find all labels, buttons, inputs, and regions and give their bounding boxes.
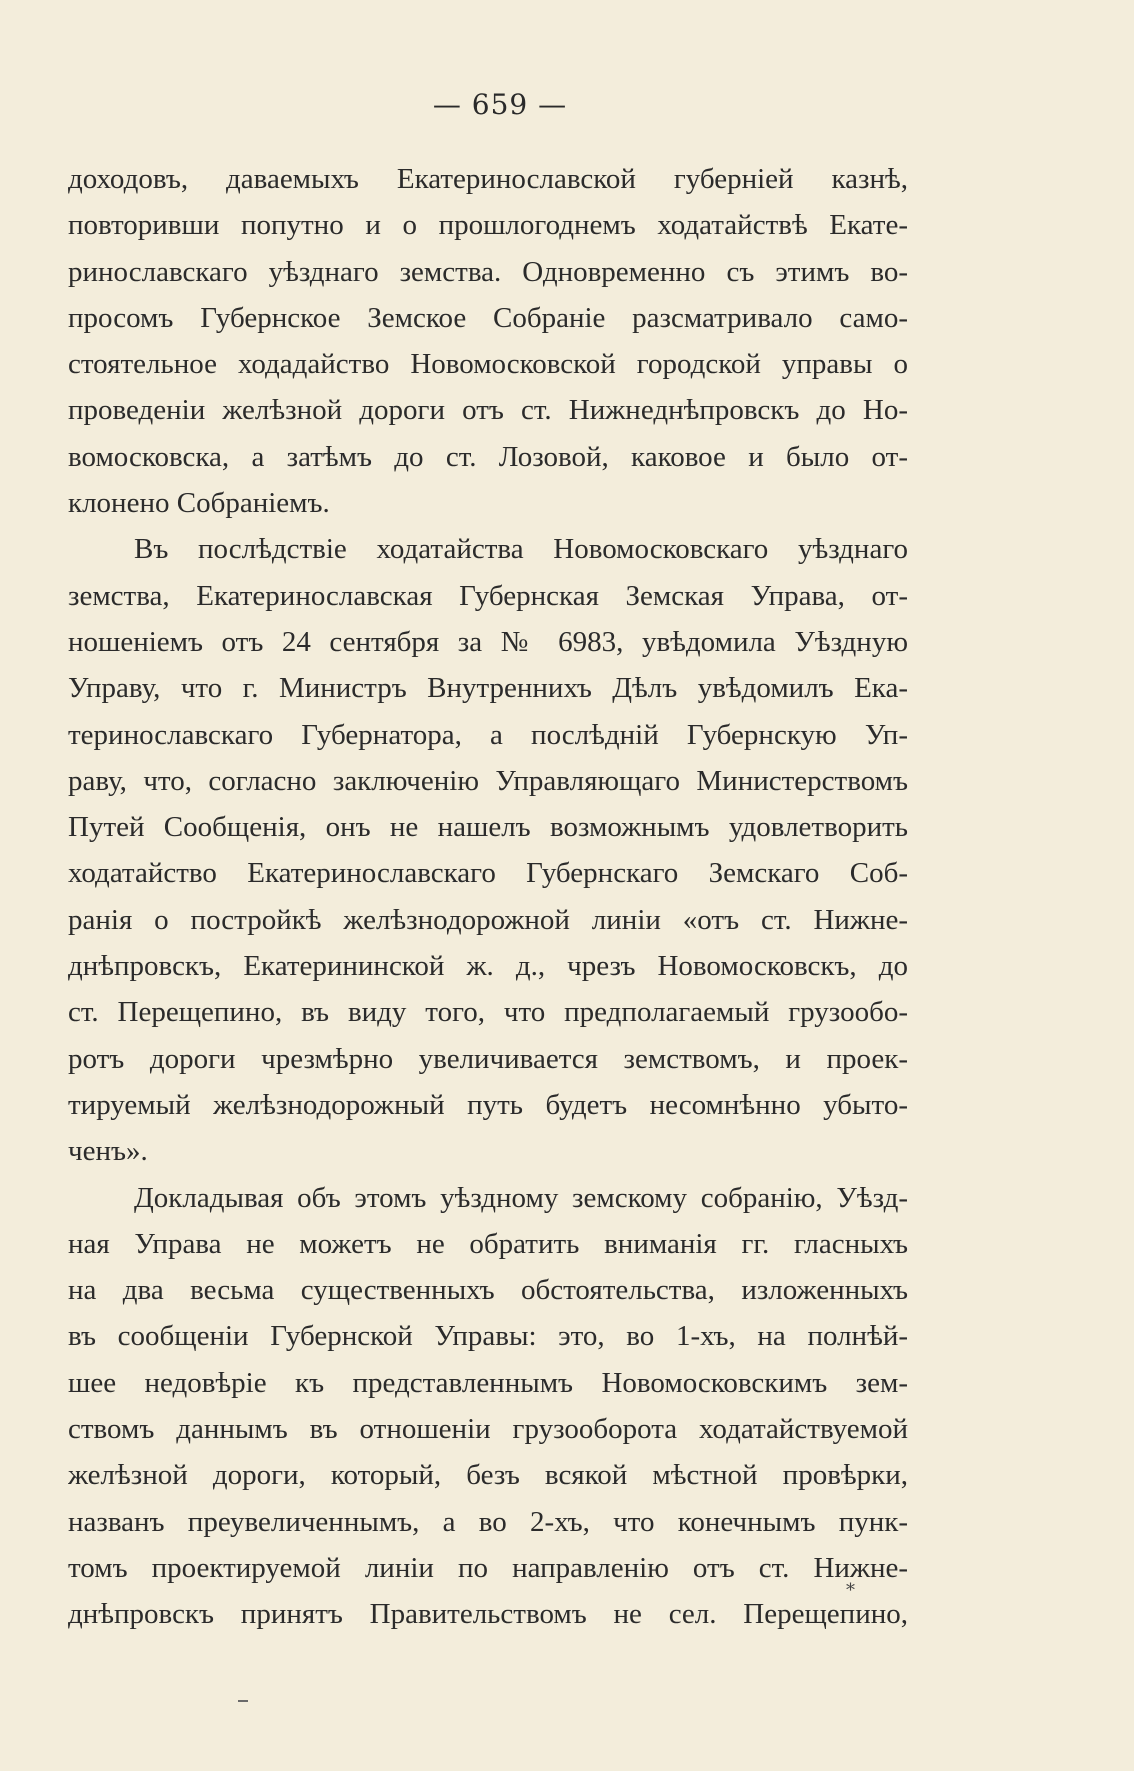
text-line: доходовъ, даваемыхъ Екатеринославской губерніей казнѣ, xyxy=(68,163,908,195)
text-line: на два весьма существенныхъ обстоятельства, изложенныхъ xyxy=(68,1274,908,1307)
text-line: ст. Перещепино, въ виду того, что предполагаемый грузообо- xyxy=(68,996,908,1029)
text-line: ранія о постройкѣ желѣзнодорожной линіи «отъ ст. Нижне- xyxy=(68,903,908,936)
text-line: вомосковска, а затѣмъ до ст. Лозовой, каковое и было от- xyxy=(68,440,908,473)
text-line: просомъ Губернское Земское Собраніе разсматривало само- xyxy=(68,301,908,334)
text-line: ходатайство Екатеринославскаго Губернскаго Земскаго Соб- xyxy=(68,857,908,890)
text-line: днѣпровскъ принятъ Правительствомъ не сел. Перещепино, xyxy=(68,1598,908,1631)
text-line: ствомъ даннымъ въ отношеніи грузооборота ходатайствуемой xyxy=(68,1413,908,1446)
text-line: томъ проектируемой линіи по направленію отъ ст. Нижне- xyxy=(68,1551,908,1584)
text-line: Управу, что г. Министръ Внутреннихъ Дѣлъ увѣдомилъ Ека- xyxy=(68,672,908,705)
text-line: земства, Екатеринославская Губернская Земская Управа, от- xyxy=(68,579,908,612)
text-line: ченъ». xyxy=(68,1135,148,1168)
text-line: клонено Собраніемъ. xyxy=(68,487,330,520)
text-line: днѣпровскъ, Екатерининской ж. д., чрезъ Новомосковскъ, до xyxy=(68,950,908,983)
text-line: ная Управа не можетъ не обратить вниманія гг. гласныхъ xyxy=(68,1227,908,1260)
signature-mark: * xyxy=(846,1580,855,1601)
page-number: — 659 — xyxy=(432,88,568,121)
text-line: проведеніи желѣзной дороги отъ ст. Нижнеднѣпровскъ до Но- xyxy=(68,394,908,427)
margin-mark xyxy=(238,1700,248,1702)
paragraph xyxy=(68,526,908,1174)
text-line: названъ преувеличеннымъ, а во 2-хъ, что конечнымъ пунк- xyxy=(68,1505,908,1538)
text-line: въ сообщеніи Губернской Управы: это, во 1-хъ, на полнѣй- xyxy=(68,1320,908,1353)
body-text xyxy=(68,156,908,1638)
text-line: стоятельное ходадайство Новомосковской городской управы о xyxy=(68,348,908,381)
text-line: шее недовѣріе къ представленнымъ Новомосковскимъ зем- xyxy=(68,1366,908,1399)
text-line: желѣзной дороги, который, безъ всякой мѣстной провѣрки, xyxy=(68,1459,908,1492)
text-line: ринославскаго уѣзднаго земства. Одновременно съ этимъ во- xyxy=(68,255,908,288)
text-line: теринославскаго Губернатора, а послѣдній Губернскую Уп- xyxy=(68,718,908,751)
paragraph xyxy=(68,156,908,526)
text-line: ношеніемъ отъ 24 сентября за № 6983, увѣдомила Уѣздную xyxy=(68,625,908,658)
text-line: Въ послѣдствіе ходатайства Новомосковскаго уѣзднаго xyxy=(134,533,908,566)
text-line: тируемый желѣзнодорожный путь будетъ несомнѣнно убыто- xyxy=(68,1088,908,1121)
text-line: Путей Сообщенія, онъ не нашелъ возможнымъ удовлетворить xyxy=(68,811,908,844)
text-line: ротъ дороги чрезмѣрно увеличивается земствомъ, и проек- xyxy=(68,1042,908,1075)
paragraph xyxy=(68,1175,908,1638)
text-line: повторивши попутно и о прошлогоднемъ ходатайствѣ Екате- xyxy=(68,209,908,242)
text-line: Докладывая объ этомъ уѣздному земскому собранію, Уѣзд- xyxy=(134,1181,908,1214)
text-line: раву, что, согласно заключенію Управляющаго Министерствомъ xyxy=(68,764,908,797)
